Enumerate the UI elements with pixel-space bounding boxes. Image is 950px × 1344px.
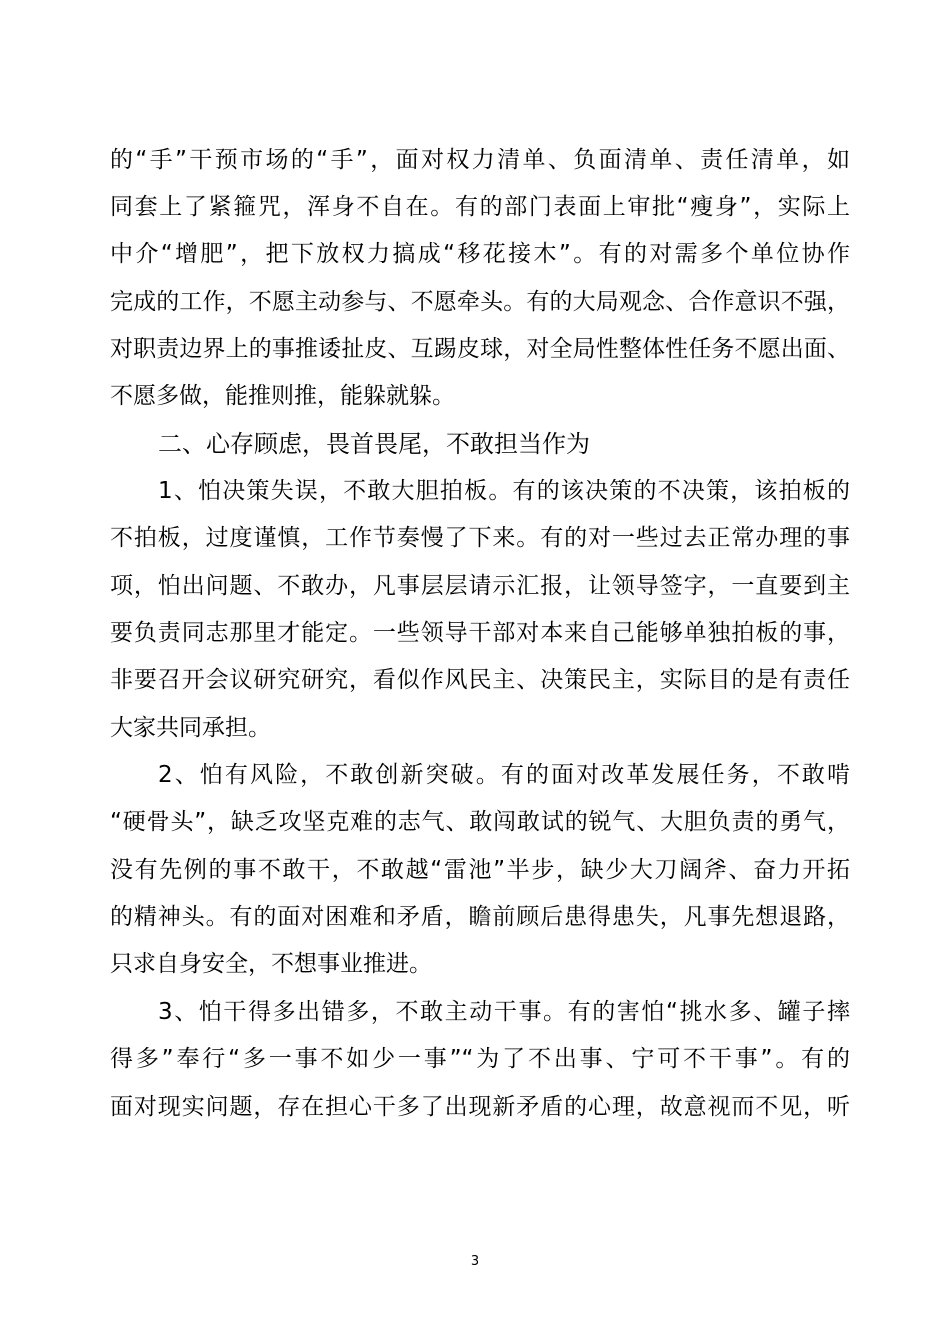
text-line: 3、怕干得多出错多，不敢主动干事。有的害怕“挑水多、罐子摔 — [158, 999, 850, 1025]
text-line: 大家共同承担。 — [110, 715, 271, 741]
text-line: 没有先例的事不敢干，不敢越“雷池”半步，缺少大刀阔斧、奋力开拓 — [110, 857, 850, 883]
text-line: 只求自身安全，不想事业推进。 — [110, 951, 432, 977]
text-line: 中介“增肥”，把下放权力搞成“移花接木”。有的对需多个单位协作 — [110, 241, 850, 267]
text-line: 2、怕有风险，不敢创新突破。有的面对改革发展任务，不敢啃 — [158, 762, 850, 788]
text-line: 不拍板，过度谨慎，工作节奏慢了下来。有的对一些过去正常办理的事 — [110, 525, 850, 551]
text-line: 项，怕出问题、不敢办，凡事层层请示汇报，让领导签字，一直要到主 — [110, 573, 850, 599]
text-line: 面对现实问题，存在担心干多了出现新矛盾的心理，故意视而不见，听 — [110, 1094, 850, 1120]
section-heading: 二、心存顾虑，畏首畏尾，不敢担当作为 — [158, 430, 590, 458]
text-line: 非要召开会议研究研究，看似作风民主、决策民主，实际目的是有责任 — [110, 667, 850, 693]
text-line: 完成的工作，不愿主动参与、不愿牵头。有的大局观念、合作意识不强， — [110, 289, 850, 315]
text-line: 同套上了紧箍咒，浑身不自在。有的部门表面上审批“瘦身”，实际上 — [110, 194, 850, 220]
text-line: 的“手”干预市场的“手”，面对权力清单、负面清单、责任清单，如 — [110, 147, 850, 173]
text-line: 得多”奉行“多一事不如少一事”“为了不出事、宁可不干事”。有的 — [110, 1046, 850, 1072]
text-line: 对职责边界上的事推诿扯皮、互踢皮球，对全局性整体性任务不愿出面、 — [110, 336, 850, 362]
text-line: 要负责同志那里才能定。一些领导干部对本来自己能够单独拍板的事， — [110, 620, 850, 646]
page-number: 3 — [470, 1254, 480, 1269]
text-line: 1、怕决策失误，不敢大胆拍板。有的该决策的不决策，该拍板的 — [158, 478, 850, 504]
text-line: 不愿多做，能推则推，能躲就躲。 — [110, 383, 455, 409]
text-line: “硬骨头”，缺乏攻坚克难的志气、敢闯敢试的锐气、大胆负责的勇气， — [110, 809, 850, 835]
text-line: 的精神头。有的面对困难和矛盾，瞻前顾后患得患失，凡事先想退路， — [110, 904, 850, 930]
